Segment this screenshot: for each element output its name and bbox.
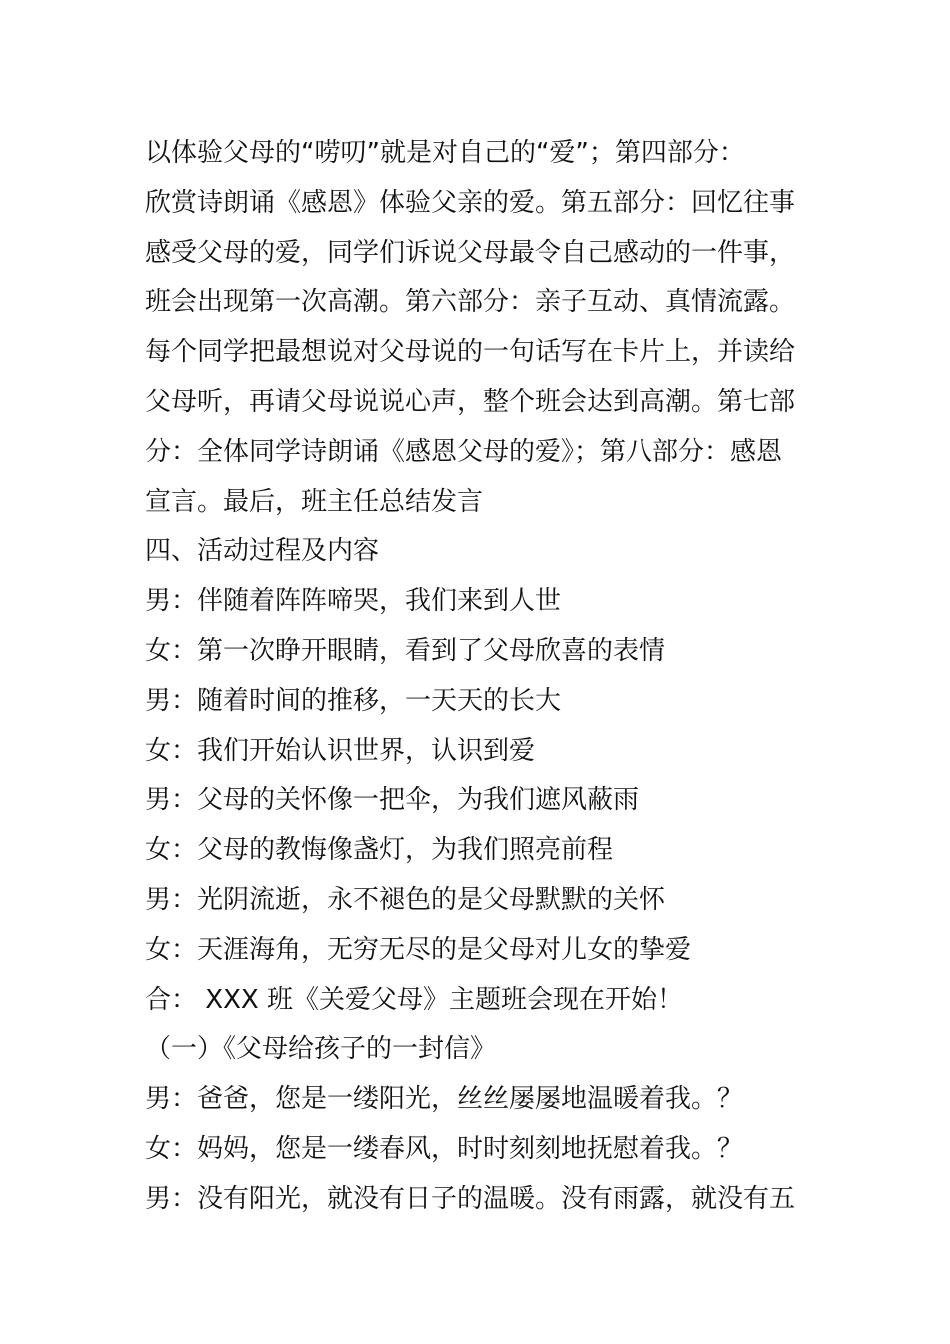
dialogue-line: 男：父母的关怀像一把伞，为我们遮风蔽雨 xyxy=(145,785,640,816)
text-line: 每个同学把最想说对父母说的一句话写在卡片上，并读给 xyxy=(145,337,796,368)
dialogue-line: 男：没有阳光，就没有日子的温暖。没有雨露，就没有五 xyxy=(145,1183,796,1214)
dialogue-line: 男：光阴流逝，永不褪色的是父母默默的关怀 xyxy=(145,884,666,915)
text-line: 父母听，再请父母说说心声，整个班会达到高潮。第七部 xyxy=(145,386,796,417)
text-line: 感受父母的爱，同学们诉说父母最令自己感动的一件事， xyxy=(145,237,796,268)
dialogue-line: 男：爸爸，您是一缕阳光，丝丝屡屡地温暖着我。？ xyxy=(145,1084,744,1115)
dialogue-line: 男：伴随着阵阵啼哭，我们来到人世 xyxy=(145,586,562,617)
dialogue-line: 合： XXX 班《关爱父母》主题班会现在开始！ xyxy=(145,984,683,1015)
text-line: 班会出现第一次高潮。第六部分：亲子互动、真情流露。 xyxy=(145,287,796,318)
text-line: 分：全体同学诗朗诵《感恩父母的爱》；第八部分：感恩 xyxy=(145,436,783,467)
dialogue-line: 女：父母的教悔像盏灯，为我们照亮前程 xyxy=(145,835,614,866)
dialogue-line: 女：第一次睁开眼睛，看到了父母欣喜的表情 xyxy=(145,635,666,666)
section-heading: 四、活动过程及内容 xyxy=(145,536,380,567)
dialogue-line: 女：天涯海角，无穷无尽的是父母对儿女的挚爱 xyxy=(145,934,692,965)
body-text xyxy=(145,129,825,1225)
dialogue-line: 女：我们开始认识世界，认识到爱 xyxy=(145,735,536,766)
dialogue-line: 女：妈妈，您是一缕春风，时时刻刻地抚慰着我。？ xyxy=(145,1133,744,1164)
subsection-heading: （一）《父母给孩子的一封信》 xyxy=(145,1034,497,1065)
text-line: 以体验父母的“唠叨”就是对自己的“爱”；第四部分： xyxy=(145,138,745,168)
text-line: 欣赏诗朗诵《感恩》体验父亲的爱。第五部分：回忆往事 xyxy=(145,187,796,218)
text-line: 宣言。最后，班主任总结发言 xyxy=(145,486,484,517)
dialogue-line: 男：随着时间的推移，一天天的长大 xyxy=(145,685,562,716)
